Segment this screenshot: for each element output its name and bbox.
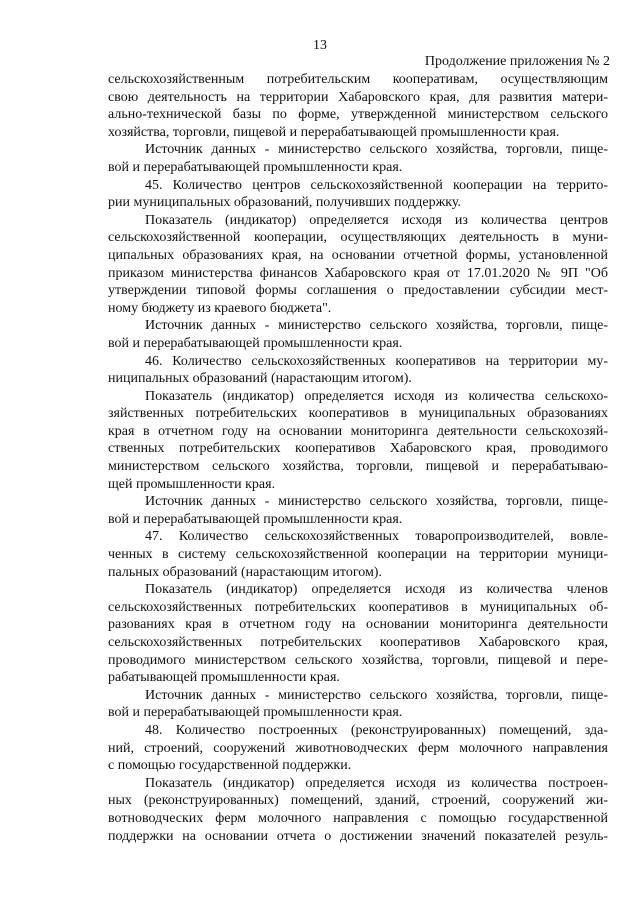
appendix-continuation-note: Продолжение приложения № 2 [424,54,610,69]
text-line: вой и перерабатывающей промышленности края. [108,511,403,527]
text-line: вотноводческих ферм молочного направления с помощью государственной [108,810,608,826]
text-line: ному бюджету из краевого бюджета". [108,300,332,316]
text-line: пальных образований (нарастающим итогом). [108,564,382,580]
text-line: Источник данных - министерство сельского хозяйства, торговли, пище- [145,318,608,334]
text-line: Показатель (индикатор) определяется исходя из количества сельскохо- [145,388,608,404]
text-line: хозяйства, торговли, пищевой и перерабатывающей промышленности края. [108,124,560,140]
text-line: ний, строений, сооружений животноводческих ферм молочного направления [108,740,608,756]
text-line: Источник данных - министерство сельского хозяйства, торговли, пище- [145,142,608,158]
text-line: с помощью государственной поддержки. [108,758,352,774]
text-line: ципальных образованиях края, на основании отчетной формы, установленной [108,247,608,263]
text-line: рии муниципальных образований, получивших поддержку. [108,195,461,211]
text-line: сельскохозяйственным потребительским кооперативам, осуществляющим [108,72,608,87]
text-line: министерством сельского хозяйства, торговли, пищевой и перерабатываю- [108,459,608,475]
text-line: зяйственных потребительских кооперативов в муниципальных образованиях [108,406,608,422]
text-line: Показатель (индикатор) определяется исходя из количества центров [145,212,608,228]
text-line: Источник данных - министерство сельского хозяйства, торговли, пище- [145,494,608,510]
text-line: Показатель (индикатор) определяется исходя из количества построен- [145,775,608,791]
text-line: 45. Количество центров сельскохозяйственной кооперации на террито- [145,177,608,193]
text-line: вой и перерабатывающей промышленности края. [108,335,403,351]
text-line: утверждении типовой формы соглашения о предоставлении субсидии мест- [108,283,608,299]
text-line: ных (реконструированных) помещений, зданий, строений, сооружений жи- [108,793,608,809]
text-line: разованиях края в отчетном году на основании мониторинга деятельности [108,617,608,633]
text-line: щей промышленности края. [108,476,276,492]
text-line: ственных потребительских кооперативов Хабаровского края, проводимого [108,441,608,457]
text-line: Показатель (индикатор) определяется исходя из количества членов [145,582,608,598]
text-line: сельскохозяйственной кооперации, осуществляющих деятельность в муни- [108,230,608,246]
text-line: проводимого министерством сельского хозяйства, торговли, пищевой и пере- [108,652,608,668]
text-line: сельскохозяйственных потребительских кооперативов Хабаровского края, [108,635,608,650]
text-line: 47. Количество сельскохозяйственных товаропроизводителей, вовле- [145,529,608,545]
page-number: 13 [313,38,327,53]
text-line: 48. Количество построенных (реконструированных) помещений, зда- [145,722,608,738]
text-line: поддержки на основании отчета о достижении значений показателей резуль- [108,828,608,844]
text-line: вой и перерабатывающей промышленности края. [108,705,403,721]
text-line: края в отчетном году на основании мониторинга деятельности сельскохозяй- [108,423,608,439]
text-line: рабатывающей промышленности края. [108,670,340,686]
text-line: 46. Количество сельскохозяйственных кооперативов на территории му- [145,353,608,369]
text-line: вой и перерабатывающей промышленности края. [108,159,403,175]
text-line: ально-технической базы по форме, утвержденной министерством сельского [108,107,608,123]
text-line: приказом министерства финансов Хабаровского края от 17.01.2020 № 9П "Об [108,265,608,281]
text-line: ченных в систему сельскохозяйственной кооперации на территории муници- [108,547,608,563]
text-line: Источник данных - министерство сельского хозяйства, торговли, пище- [145,687,608,703]
text-line: свою деятельность на территории Хабаровского края, для развития матери- [108,89,608,105]
text-line: ниципальных образований (нарастающим итогом). [108,371,412,387]
text-line: сельскохозяйственных потребительских кооперативов в муниципальных об- [108,599,608,615]
body-text [108,71,608,845]
